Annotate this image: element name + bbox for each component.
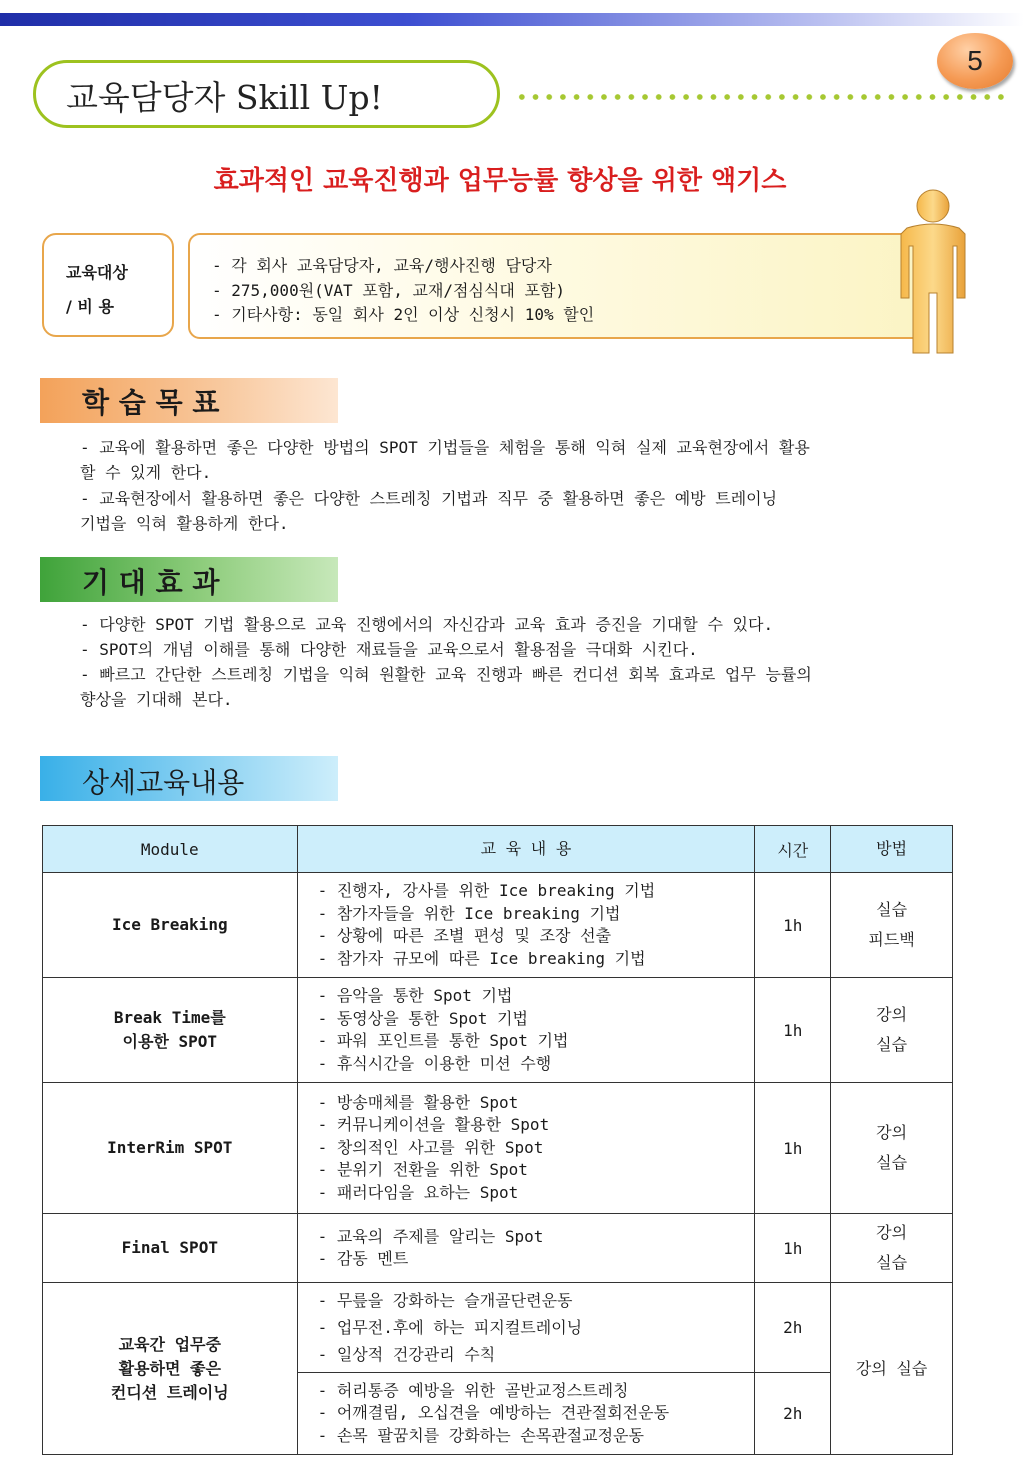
cost-label: / 비 용 (66, 297, 114, 316)
module-name: 교육간 업무중 (118, 1334, 221, 1354)
method-cell (831, 1083, 953, 1214)
content-line: - 커뮤니케이션을 활용한 Spot (317, 1115, 550, 1135)
method-line: 강의 (876, 1123, 908, 1142)
detail-table (42, 825, 953, 1455)
content-line: - 일상적 건강관리 수칙 (317, 1345, 496, 1364)
time-cell: 1h (755, 1214, 831, 1283)
time-cell: 1h (755, 1083, 831, 1214)
effects-title: 기 대 효 과 (82, 566, 220, 599)
method-cell (831, 1214, 953, 1283)
method-line: 실습 (876, 1035, 908, 1054)
goals-line: 할 수 있게 한다. (80, 463, 212, 482)
method-line: 강의 (876, 1223, 908, 1242)
module-name: 활용하면 좋은 (118, 1358, 221, 1378)
goals-title: 학 습 목 표 (82, 386, 220, 419)
module-name: 이용한 SPOT (122, 1032, 218, 1051)
method-cell (831, 978, 953, 1083)
table-row (43, 873, 953, 978)
module-cell (43, 1214, 298, 1283)
detail-title: 상세교육내용 (82, 766, 245, 799)
target-label: 교육대상 (66, 263, 128, 282)
module-name: Ice Breaking (111, 915, 228, 934)
content-line: - 무릎을 강화하는 슬개골단련운동 (317, 1291, 573, 1310)
target-info-line: - 275,000원(VAT 포함, 교재/점심식대 포함) (212, 281, 566, 300)
time-cell: 2h (755, 1373, 831, 1455)
module-cell (43, 978, 298, 1083)
content-cell (297, 1373, 755, 1455)
header-method: 방법 (831, 826, 953, 873)
method-line: 강의 (876, 1005, 908, 1024)
module-cell (43, 873, 298, 978)
content-line: - 진행자, 강사를 위한 Ice breaking 기법 (317, 881, 656, 900)
content-line: - 허리통증 예방을 위한 골반교정스트레칭 (317, 1380, 629, 1400)
person-icon (893, 188, 973, 358)
content-line: - 음악을 통한 Spot 기법 (317, 986, 513, 1005)
module-cell (43, 1283, 298, 1455)
header-content: 교 육 내 용 (297, 826, 755, 873)
method-line: 실습 (876, 1153, 908, 1172)
time-cell: 2h (755, 1283, 831, 1373)
page-number-badge: 5 (937, 33, 1013, 89)
content-line: - 패러다임을 요하는 Spot (317, 1182, 519, 1202)
top-gradient-bar (0, 13, 1024, 26)
effects-line: - 다양한 SPOT 기법 활용으로 교육 진행에서의 자신감과 교육 효과 증진을 기대할 수 있다. (80, 615, 774, 634)
table-row (43, 1214, 953, 1283)
effects-line: 향상을 기대해 본다. (80, 690, 233, 709)
goals-line: - 교육에 활용하면 좋은 다양한 방법의 SPOT 기법들을 체험을 통해 익혀 실제 교육현장에서 활용 (80, 438, 810, 457)
content-line: - 휴식시간을 이용한 미션 수행 (317, 1053, 552, 1073)
content-line: - 방송매체를 활용한 Spot (317, 1092, 519, 1112)
content-line: - 분위기 전환을 위한 Spot (317, 1160, 528, 1180)
content-cell (297, 1283, 755, 1373)
effects-line: - 빠르고 간단한 스트레칭 기법을 익혀 원활한 교육 진행과 빠른 컨디션 회복 효과로 업무 능률의 (80, 665, 812, 684)
target-label-box (42, 233, 174, 337)
time-cell: 1h (755, 873, 831, 978)
table-row (43, 978, 953, 1083)
table-header-row (43, 826, 953, 873)
content-line: - 업무전.후에 하는 피지컬트레이닝 (317, 1318, 583, 1337)
target-info-line: - 각 회사 교육담당자, 교육/행사진행 담당자 (212, 256, 552, 275)
time-cell: 1h (755, 978, 831, 1083)
method-line: 실습 (876, 1253, 908, 1272)
subtitle: 효과적인 교육진행과 업무능률 향상을 위한 액기스 (213, 166, 787, 196)
method-cell (831, 873, 953, 978)
content-line: - 교육의 주제를 알리는 Spot (317, 1226, 544, 1246)
header-time: 시간 (755, 826, 831, 873)
content-line: - 어깨결림, 오십견을 예방하는 견관절회전운동 (317, 1403, 670, 1423)
target-info-line: - 기타사항: 동일 회사 2인 이상 신청시 10% 할인 (212, 305, 595, 324)
content-line: - 감동 멘트 (317, 1249, 409, 1268)
content-cell (297, 978, 755, 1083)
content-cell (297, 1214, 755, 1283)
method-line: 실습 (876, 900, 908, 919)
content-line: - 상황에 따른 조별 편성 및 조장 선출 (317, 926, 612, 945)
dotted-line-decoration (515, 93, 1007, 101)
content-line: - 창의적인 사고를 위한 Spot (317, 1137, 544, 1157)
table-row (43, 1283, 953, 1373)
content-line: - 파워 포인트를 통한 Spot 기법 (317, 1031, 569, 1050)
method-cell: 강의 실습 (831, 1283, 953, 1455)
content-line: - 손목 팔꿈치를 강화하는 손목관절교정운동 (317, 1425, 644, 1445)
method-line: 피드백 (868, 930, 915, 949)
content-cell (297, 873, 755, 978)
content-cell (297, 1083, 755, 1214)
module-name: Final SPOT (121, 1238, 218, 1257)
module-name: Break Time를 (113, 1008, 226, 1027)
content-line: - 참가자 규모에 따른 Ice breaking 기법 (317, 948, 646, 968)
content-line: - 동영상을 통한 Spot 기법 (317, 1008, 528, 1028)
content-line: - 참가자들을 위한 Ice breaking 기법 (317, 903, 621, 923)
goals-line: 기법을 익혀 활용하게 한다. (80, 514, 289, 533)
goals-line: - 교육현장에서 활용하면 좋은 다양한 스트레칭 기법과 직무 중 활용하면 좋은 예방 트레이닝 (80, 489, 778, 508)
effects-line: - SPOT의 개념 이해를 통해 다양한 재료들을 교육으로서 활용점을 극대화 시킨다. (80, 640, 698, 659)
page-title: 교육담당자 Skill Up! (66, 78, 383, 117)
module-cell (43, 1083, 298, 1214)
header-module: Module (43, 826, 298, 873)
module-name: InterRim SPOT (107, 1138, 233, 1157)
table-row (43, 1083, 953, 1214)
module-name: 컨디션 트레이닝 (110, 1382, 229, 1402)
